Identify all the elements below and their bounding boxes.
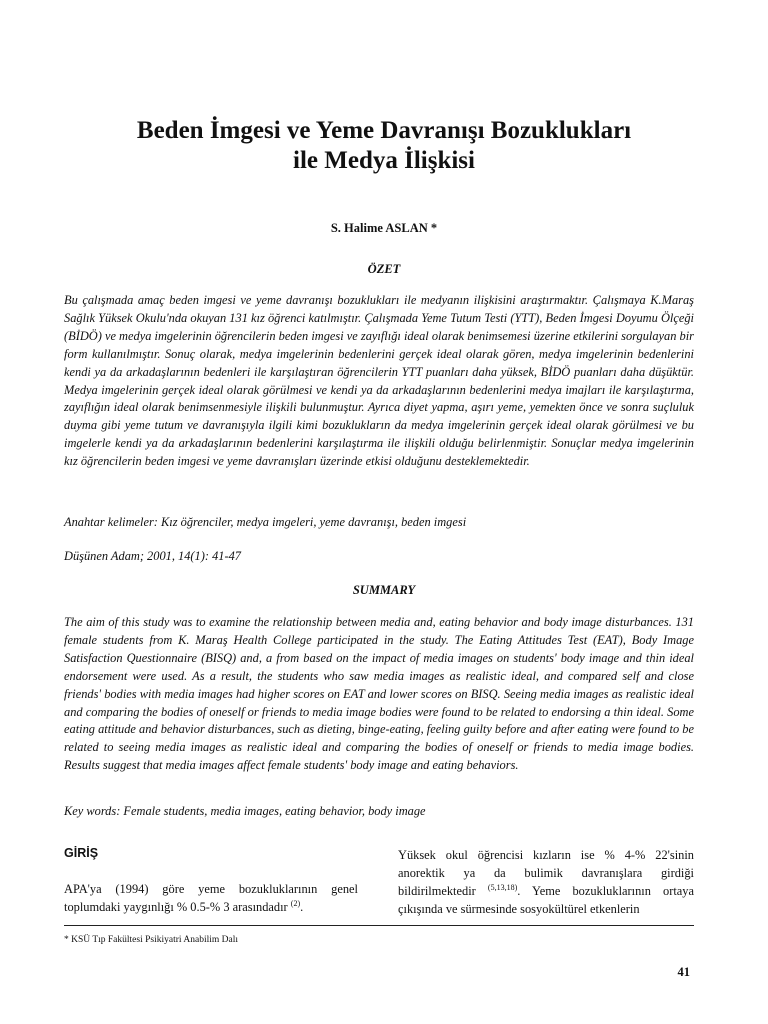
giris-heading: GİRİŞ: [64, 846, 99, 860]
summary-heading: SUMMARY: [352, 583, 416, 597]
giris-right-column: [398, 846, 694, 918]
article-title-line-2: ile Medya İlişkisi: [293, 147, 475, 174]
giris-left-text: APA'ya (1994) göre yeme bozukluklarının genel toplumdaki yaygınlığı % 0.5-% 3 arasındadır: [64, 882, 358, 914]
ozet-heading: ÖZET: [367, 262, 401, 276]
article-title: [60, 116, 708, 176]
summary-text: The aim of this study was to examine the relationship between media and, eating behavior and body image disturbances. 131 female students from K. Maraş Health College participated in the study. The Eating Attitudes Test (EAT), Body Image Satisfaction Questionnaire (BISQ) and, a from based on the impact of media images on students' body image and thin ideal endorsement were used. As a result, the students who saw media images as realistic ideal, and compared self and close friends' bodies with media images had higher scores on EAT and lower scores on BISQ. Seeing media images as realistic ideal and comparing the bodies of oneself or friends to media image bodies were found to be related to endorsing a thin ideal. Some eating attitude and behavior disturbances, such as dieting, binge-eating, feeling guilty before and after eating were found to be related to seeing media images as realistic ideal and comparing the bodies of oneself or friends to media image bodies. Results suggest that media images affect female students' body image and eating behaviors.: [64, 615, 694, 773]
giris-left-column: [64, 880, 358, 916]
giris-right-text: Yüksek okul öğrencisi kızların ise % 4-% 22'sinin anorektik ya da bulimik davranışlara girdiği bildirilmektedir: [398, 848, 694, 898]
author-name: S. Halime ASLAN *: [330, 221, 438, 235]
footnote-divider: [64, 925, 694, 926]
giris-right-reference: (5,13,18): [487, 882, 518, 892]
article-title-line-1: Beden İmgesi ve Yeme Davranışı Bozuklukları: [136, 117, 632, 144]
key-words: Key words: Female students, media images, eating behavior, body image: [64, 804, 426, 818]
journal-citation: Düşünen Adam; 2001, 14(1): 41-47: [64, 549, 242, 563]
anahtar-kelimeler: Anahtar kelimeler: Kız öğrenciler, medya imgeleri, yeme davranışı, beden imgesi: [64, 515, 467, 529]
giris-left-end: .: [300, 900, 304, 914]
footnote-affiliation: * KSÜ Tıp Fakültesi Psikiyatri Anabilim Dalı: [64, 935, 238, 945]
page-number: 41: [677, 965, 690, 979]
giris-right-end: . Yeme bozukluklarının ortaya çıkışında ve sürmesinde sosyokültürel etkenlerin: [398, 884, 694, 916]
ozet-text: Bu çalışmada amaç beden imgesi ve yeme davranışı bozuklukları ile medyanın ilişkisini araştırmaktır. Çalışmaya K.Maraş Sağlık Yüksek Okulu'nda okuyan 131 kız öğrenci katılmıştır. Çalışmada Yeme Tutum Testi (YTT), Beden İmgesi Doyumu Ölçeği (BİDÖ) ve medya imgelerinin öğrencilerin beden imgesi ve zayıflığı ideal olarak benimsemesi üzerine etkilerini sorgulayan bir form kullanılmıştır. Sonuç olarak, medya imgelerinin bedenlerini gerçek ideal olarak gören, medya imgelerinin bedenlerini kendi ya da arkadaşlarının bedenleri ile karşılaştıran öğrencilerin YTT puanları daha yüksek, BİDÖ puanları daha düşüktür. Medya imgelerinin gerçek ideal olarak görülmesi ve kendi ya da arkadaşlarının bedenlerini medya imajları ile karşılaştırma, zayıflığın ideal olarak benimsenmesiyle ilişkili bulunmuştur. Ayrıca diyet yapma, aşırı yeme, yemekten önce ve sonra suçluluk duyma gibi yeme tutum ve davranışıyla ilgili kimi bozuklukların da medya imgelerinin gerçek ideal olarak görülmesi ve bu imgelerle kendi ya da arkadaşlarının bedenlerini karşılaştırma ile ilişkili olduğu belirlenmiştir. Sonuçlar medya imgelerinin kız öğrencilerin beden imgesi ve yeme davranışları üzerinde etkisi olduğunu desteklemektedir.: [64, 293, 694, 469]
giris-left-reference: (2): [290, 898, 301, 908]
